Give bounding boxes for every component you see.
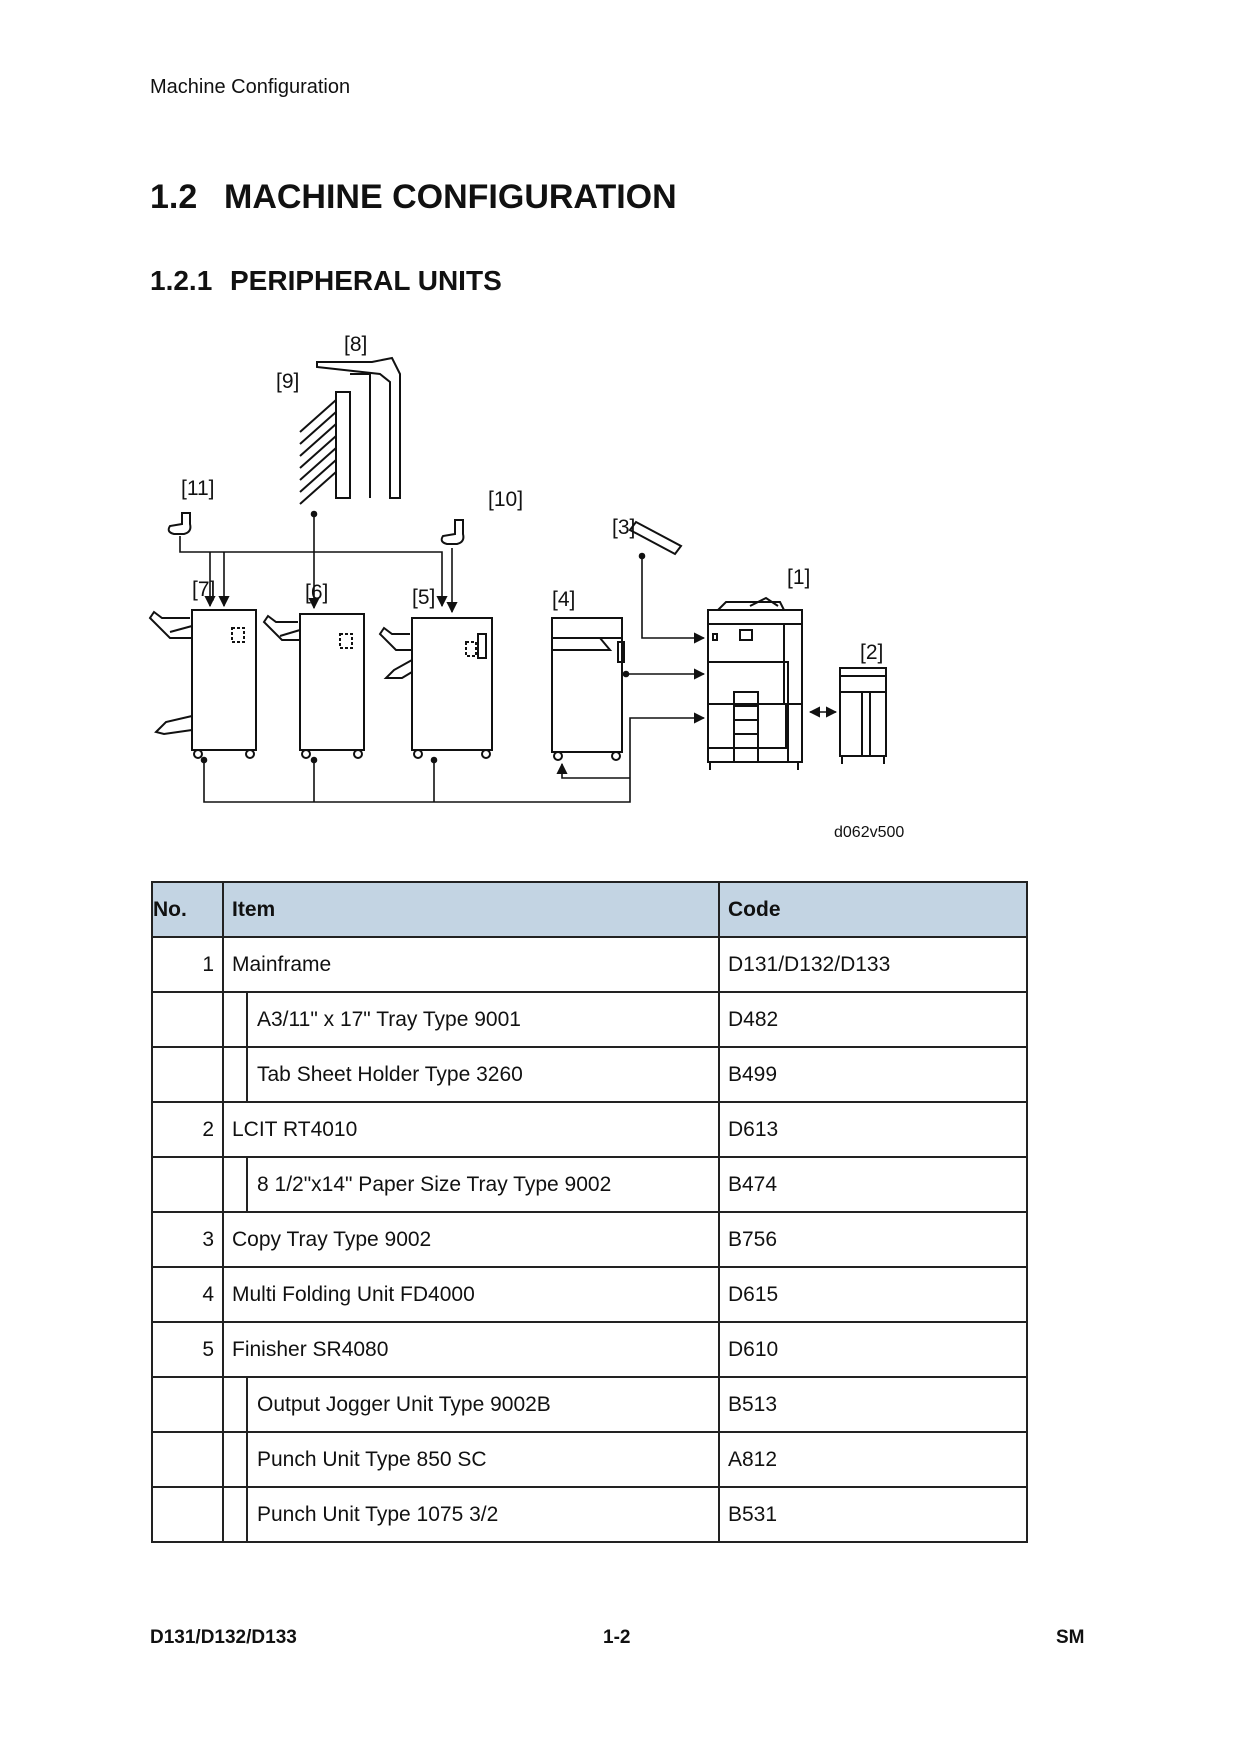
table-row [152,1102,1027,1157]
callout-9: [9] [276,370,300,393]
section-heading [150,178,677,217]
table-row [152,1432,1027,1487]
header-item: Item [223,882,719,937]
row-item [223,992,719,1047]
row-no: 3 [152,1212,223,1267]
table-row [152,1212,1027,1267]
connection-lines [180,512,836,803]
row-no [152,1432,223,1487]
callout-6: [6] [305,581,329,604]
row-code: D615 [719,1267,1027,1322]
row-item [223,1377,719,1432]
row-no [152,992,223,1047]
running-header: Machine Configuration [150,76,351,98]
row-item-text: Output Jogger Unit Type 9002B [257,1392,551,1416]
row-code: D131/D132/D133 [719,937,1027,992]
footer-manual-type: SM [1056,1627,1085,1648]
row-code: B499 [719,1047,1027,1102]
row-item-text: Punch Unit Type 850 SC [257,1447,487,1471]
table-row [152,1322,1027,1377]
unit-7-drawing [150,610,256,758]
peripheral-units-diagram [140,320,1000,850]
table-row [152,1157,1027,1212]
row-code: B531 [719,1487,1027,1542]
row-code: B756 [719,1212,1027,1267]
section-number: 1.2 [150,178,198,216]
callout-11: [11] [181,477,215,500]
row-item: Mainframe [223,937,719,992]
row-no: 4 [152,1267,223,1322]
table-header-row [152,882,1027,937]
row-code: D613 [719,1102,1027,1157]
table-row [152,937,1027,992]
unit-2-drawing [840,668,886,764]
footer-model: D131/D132/D133 [150,1627,297,1648]
table-row [152,1377,1027,1432]
row-code: D482 [719,992,1027,1047]
callout-10: [10] [488,488,524,511]
row-code: B513 [719,1377,1027,1432]
row-no [152,1047,223,1102]
callout-1: [1] [787,566,811,589]
subsection-heading [150,265,502,297]
row-code: A812 [719,1432,1027,1487]
row-item-text: Tab Sheet Holder Type 3260 [257,1062,523,1086]
row-item [223,1047,719,1102]
table-row [152,1047,1027,1102]
unit-10-drawing [442,520,464,544]
row-item-text: 8 1/2"x14" Paper Size Tray Type 9002 [257,1172,612,1196]
unit-3-drawing [630,522,681,554]
row-code: B474 [719,1157,1027,1212]
row-item: Finisher SR4080 [223,1322,719,1377]
row-code: D610 [719,1322,1027,1377]
row-no [152,1377,223,1432]
row-item [223,1432,719,1487]
row-item-text: A3/11" x 17" Tray Type 9001 [257,1007,521,1031]
row-no: 5 [152,1322,223,1377]
callout-labels [181,333,904,841]
row-no [152,1487,223,1542]
table-row [152,1487,1027,1542]
row-item [223,1487,719,1542]
callout-3: [3] [612,516,636,539]
figure-id: d062v500 [834,824,905,841]
callout-8: [8] [344,333,368,356]
row-item: Multi Folding Unit FD4000 [223,1267,719,1322]
subsection-number: 1.2.1 [150,265,213,296]
peripheral-units-table [151,881,1028,1543]
row-no: 1 [152,937,223,992]
unit-4-drawing [552,618,624,760]
unit-5-drawing [380,618,492,758]
row-item: Copy Tray Type 9002 [223,1212,719,1267]
row-item-text: Punch Unit Type 1075 3/2 [257,1502,499,1526]
unit-11-drawing [169,513,191,534]
table-row [152,1267,1027,1322]
callout-2: [2] [860,641,884,664]
unit-1-drawing [708,598,802,770]
row-no [152,1157,223,1212]
header-code: Code [719,882,1027,937]
unit-6-drawing [264,614,364,758]
header-no: No. [152,882,223,937]
callout-7: [7] [192,578,216,601]
footer-page-number: 1-2 [603,1627,631,1648]
section-title: MACHINE CONFIGURATION [224,178,677,216]
subsection-title: PERIPHERAL UNITS [230,265,502,296]
row-item [223,1157,719,1212]
callout-5: [5] [412,586,436,609]
table-row [152,992,1027,1047]
unit-9-drawing [300,392,350,504]
callout-4: [4] [552,588,576,611]
row-item: LCIT RT4010 [223,1102,719,1157]
row-no: 2 [152,1102,223,1157]
